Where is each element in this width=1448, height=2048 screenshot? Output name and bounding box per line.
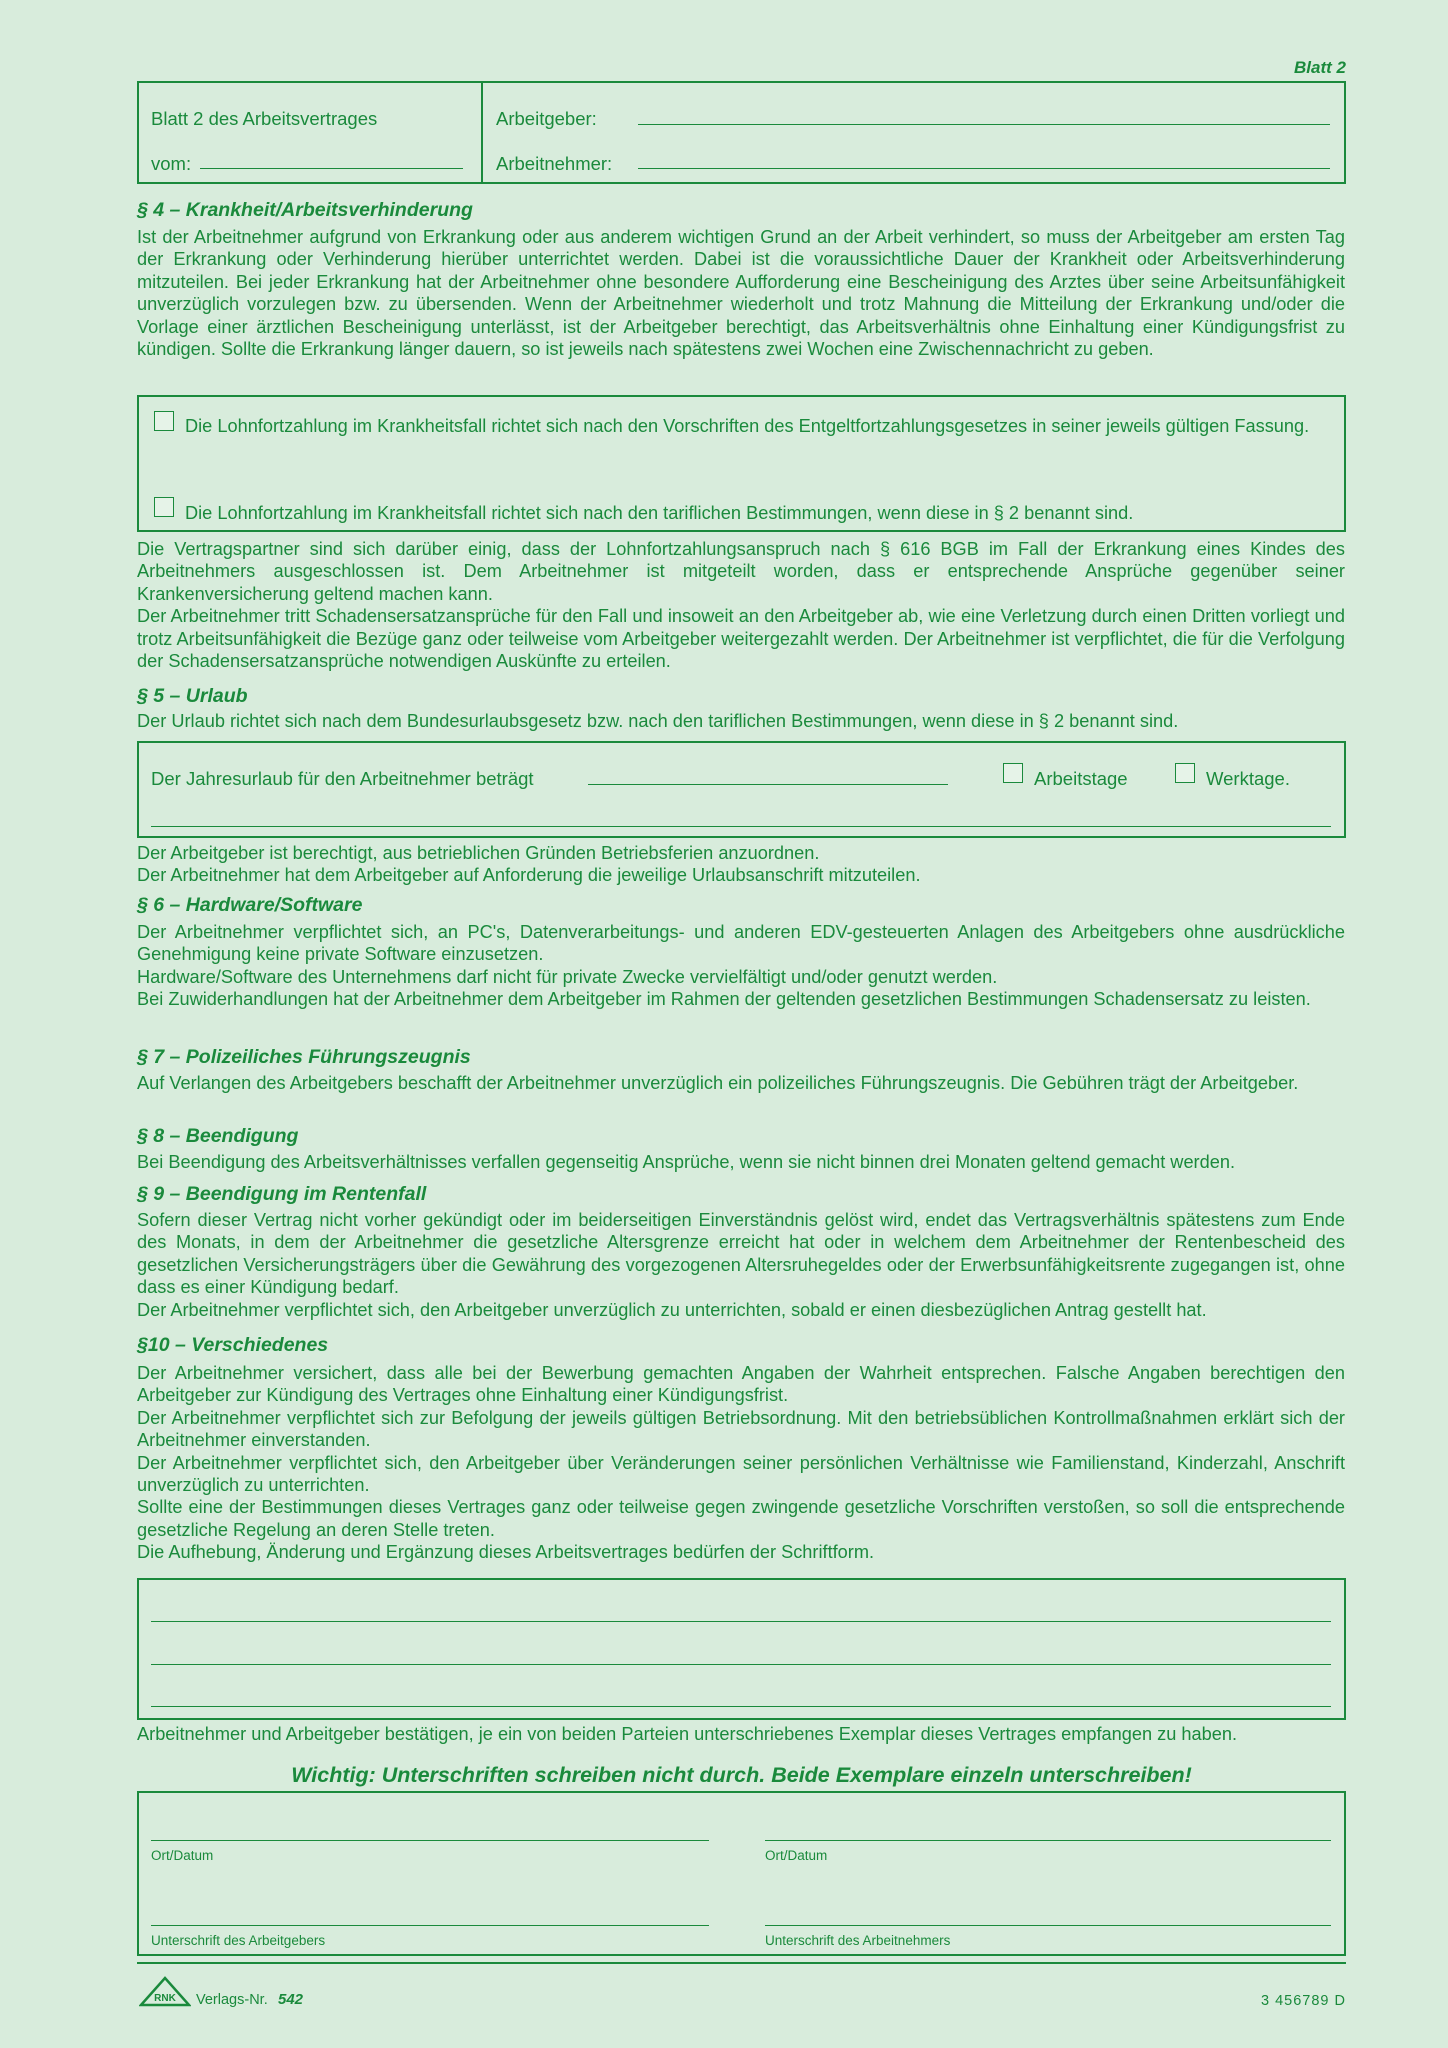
confirmation-text bbox=[137, 1723, 1345, 1745]
section-6-text bbox=[137, 921, 1345, 1011]
employee-signature-label: Unterschrift des Arbeitnehmers bbox=[765, 1933, 951, 1948]
section-8-title: § 8 – Beendigung bbox=[137, 1125, 299, 1147]
section-8-text bbox=[137, 1151, 1345, 1173]
section-5-paragraph-2: Der Arbeitgeber ist berechtigt, aus betrieblichen Gründen Betriebsferien anzuordnen. bbox=[137, 843, 820, 863]
publisher-number-label: Verlags-Nr. bbox=[196, 1992, 268, 2008]
place-date-right-field[interactable] bbox=[765, 1840, 1331, 1841]
confirmation-paragraph: Arbeitnehmer und Arbeitgeber bestätigen, je ein von beiden Parteien unterschriebenes Exemplar dieses Vertrages empfangen zu haben. bbox=[137, 1724, 1238, 1744]
additional-agreements-box bbox=[137, 1578, 1346, 1720]
section-4-text bbox=[137, 226, 1345, 360]
section-10-paragraph-3: Der Arbeitnehmer verpflichtet sich, den Arbeitgeber über Veränderungen seiner persönlichen Verhältnisse wie Familienstand, Kinderzahl, Anschrift unverzüglich zu unterrichten. bbox=[137, 1452, 1345, 1496]
sheet-label: Blatt 2 bbox=[1294, 58, 1346, 77]
section-6-paragraph: Der Arbeitnehmer verpflichtet sich, an PC's, Datenverarbeitungs- und anderen EDV-gesteuerten Anlagen des Arbeitgebers ohne ausdrückliche Genehmigung keine private Software einzusetzen. bbox=[137, 922, 1345, 965]
section-6-paragraph-3: Bei Zuwiderhandlungen hat der Arbeitnehmer dem Arbeitgeber im Rahmen der geltenden gesetzlichen Bestimmungen Schadensersatz zu leisten. bbox=[137, 989, 1311, 1010]
workdays-label: Arbeitstage bbox=[1034, 768, 1128, 789]
section-9-paragraph-2: Der Arbeitnehmer verpflichtet sich, den Arbeitgeber unverzüglich zu unterrichten, sobald er einen diesbezüglichen Antrag gestellt hat. bbox=[137, 1299, 1207, 1320]
employer-field[interactable] bbox=[638, 124, 1330, 125]
section-5-paragraph: Der Urlaub richtet sich nach dem Bundesurlaubsgesetz bzw. nach den tariflichen Bestimmungen, wenn diese in § 2 benannt sind. bbox=[137, 711, 1179, 731]
sick-pay-option-2-checkbox[interactable] bbox=[154, 497, 174, 517]
section-10-paragraph: Der Arbeitnehmer versichert, dass alle bei der Bewerbung gemachten Angaben der Wahrheit entsprechen. Falsche Angaben berechtigen den Arbeitgeber zur Kündigung des Vertrages ohne Einhaltung einer Kündigungsfrist. bbox=[137, 1363, 1345, 1406]
footer-divider bbox=[137, 1962, 1346, 1964]
weekdays-checkbox[interactable] bbox=[1175, 763, 1195, 783]
section-9-text bbox=[137, 1209, 1345, 1321]
section-4-paragraph: Ist der Arbeitnehmer aufgrund von Erkrankung oder aus anderem wichtigen Grund an der Arbeit verhindert, so muss der Arbeitgeber am ersten Tag der Erkrankung oder Verhinderung hierüber unterrichtet werden. Dabei ist die voraussichtliche Dauer der Krankheit oder Arbeitsverhinderung mitzuteilen. Bei jeder Erkrankung hat der Arbeitnehmer ohne besondere Aufforderung eine Bescheinigung des Arztes über seine Arbeitsunfähigkeit unverzüglich vorzulegen bzw. zu übersenden. Wenn der Arbeitnehmer wiederholt und trotz Mahnung die Mitteilung der Erkrankung und/oder die Vorlage einer ärztlichen Bescheinigung unterlässt, ist der Arbeitgeber berechtigt, das Arbeitsverhältnis ohne Einhaltung einer Kündigungsfrist zu kündigen. Sollte die Erkrankung länger dauern, so ist jeweils nach spätestens zwei Wochen eine Zwischennachricht zu geben. bbox=[137, 227, 1345, 360]
publisher-logo bbox=[139, 1975, 191, 2007]
section-10-text bbox=[137, 1362, 1345, 1564]
employee-signature-field[interactable] bbox=[765, 1925, 1331, 1926]
section-5-text-continued bbox=[137, 842, 1345, 887]
section-10-paragraph-4: Sollte eine der Bestimmungen dieses Vertrages ganz oder teilweise gegen zwingende gesetzliche Vorschriften verstoßen, so soll die entsprechende gesetzliche Regelung an deren Stelle treten. bbox=[137, 1497, 1345, 1540]
section-4-paragraph-2: Die Vertragspartner sind sich darüber einig, dass der Lohnfortzahlungsanspruch nach § 616 BGB im Fall der Erkrankung eines Kindes des Arbeitnehmers ausgeschlossen ist. Dem Arbeitnehmer ist mitgeteilt worden, dass er entsprechende Ansprüche gegenüber seiner Krankenversicherung geltend machen kann. bbox=[137, 539, 1345, 604]
weekdays-label: Werktage. bbox=[1206, 768, 1290, 789]
section-9-title: § 9 – Beendigung im Rentenfall bbox=[137, 1183, 427, 1205]
section-8-paragraph: Bei Beendigung des Arbeitsverhältnisses verfallen gegenseitig Ansprüche, wenn sie nicht binnen drei Monaten geltend gemacht werden. bbox=[137, 1152, 1236, 1172]
section-10-paragraph-2: Der Arbeitnehmer verpflichtet sich zur Befolgung der jeweils gültigen Betriebsordnung. Mit den betriebsüblichen Kontrollmaßnahmen erklärt sich der Arbeitnehmer einverstanden. bbox=[137, 1407, 1345, 1451]
date-label: vom: bbox=[151, 153, 192, 174]
publisher-logo-text: RNK bbox=[154, 1993, 176, 2004]
additional-agreements-line-2[interactable] bbox=[151, 1664, 1331, 1665]
section-9-paragraph: Sofern dieser Vertrag nicht vorher gekündigt oder im beiderseitigen Einverständnis gelöst wird, endet das Vertragsverhältnis spätestens zum Ende des Monats, in dem der Arbeitnehmer die gesetzliche Altersgrenze erreicht hat oder in welchem dem Arbeitnehmer der Rentenbescheid des gesetzlichen Versicherungsträgers über die Gewährung des vorgezogenen Altersruhegeldes oder der Erwerbsunfähigkeitsrente zugegangen ist, ohne dass es einer Kündigung bedarf. bbox=[137, 1210, 1345, 1298]
place-date-left-label: Ort/Datum bbox=[151, 1848, 214, 1863]
employee-field[interactable] bbox=[638, 168, 1330, 169]
section-10-paragraph-5: Die Aufhebung, Änderung und Ergänzung dieses Arbeitsvertrages bedürfen der Schriftform. bbox=[137, 1542, 875, 1563]
section-4-paragraph-3: Der Arbeitnehmer tritt Schadensersatzansprüche für den Fall und insoweit an den Arbeitgeber ab, wie eine Verletzung durch einen Dritten vorliegt und trotz Arbeitsunfähigkeit die Bezüge ganz oder teilweise vom Arbeitgeber weitergezahlt werden. Der Arbeitnehmer ist verpflichtet, die für die Verfolgung der Schadensersatzansprüche notwendigen Auskünfte zu erteilen. bbox=[137, 606, 1345, 672]
employer-signature-field[interactable] bbox=[151, 1925, 709, 1926]
section-5-paragraph-3: Der Arbeitnehmer hat dem Arbeitgeber auf Anforderung die jeweilige Urlaubsanschrift mitzuteilen. bbox=[137, 865, 921, 886]
signature-warning: Wichtig: Unterschriften schreiben nicht durch. Beide Exemplare einzeln unterschreiben! bbox=[291, 1763, 1192, 1787]
sick-pay-option-2-label: Die Lohnfortzahlung im Krankheitsfall richtet sich nach den tariflichen Bestimmungen, wenn diese in § 2 benannt sind. bbox=[185, 503, 1134, 523]
section-7-title: § 7 – Polizeiliches Führungszeugnis bbox=[137, 1046, 471, 1068]
place-date-right-label: Ort/Datum bbox=[765, 1848, 828, 1863]
employer-signature-label: Unterschrift des Arbeitgebers bbox=[151, 1933, 326, 1948]
product-code: 3 456789 D bbox=[1261, 1993, 1346, 2009]
section-6-title: § 6 – Hardware/Software bbox=[137, 894, 363, 916]
annual-leave-field[interactable] bbox=[588, 784, 948, 785]
section-5-text bbox=[137, 710, 1345, 732]
header-divider bbox=[481, 81, 483, 184]
section-4-text-continued bbox=[137, 538, 1345, 672]
section-4-title: § 4 – Krankheit/Arbeitsverhinderung bbox=[137, 199, 473, 221]
workdays-checkbox[interactable] bbox=[1003, 763, 1023, 783]
sheet-of-contract-label: Blatt 2 des Arbeitsvertrages bbox=[151, 108, 378, 129]
section-6-paragraph-2: Hardware/Software des Unternehmens darf nicht für private Zwecke vervielfältigt und/oder genutzt werden. bbox=[137, 966, 998, 987]
sick-pay-option-1-label: Die Lohnfortzahlung im Krankheitsfall richtet sich nach den Vorschriften des Entgeltfortzahlungsgesetzes in seiner jeweils gültigen Fassung. bbox=[185, 416, 1310, 436]
date-field[interactable] bbox=[200, 168, 463, 169]
place-date-left-field[interactable] bbox=[151, 1840, 709, 1841]
section-10-title: §10 – Verschiedenes bbox=[137, 1334, 329, 1356]
section-7-paragraph: Auf Verlangen des Arbeitgebers beschafft der Arbeitnehmer unverzüglich ein polizeiliches Führungszeugnis. Die Gebühren trägt der Arbeitgeber. bbox=[137, 1073, 1299, 1093]
additional-agreements-line-1[interactable] bbox=[151, 1621, 1331, 1622]
signature-box bbox=[137, 1791, 1346, 1956]
sick-pay-option-1-checkbox[interactable] bbox=[154, 411, 174, 431]
section-7-text bbox=[137, 1072, 1345, 1094]
annual-leave-label: Der Jahresurlaub für den Arbeitnehmer beträgt bbox=[151, 768, 534, 789]
publisher-number: 542 bbox=[278, 1991, 304, 2008]
additional-agreements-line-3[interactable] bbox=[151, 1706, 1331, 1707]
employee-label: Arbeitnehmer: bbox=[496, 153, 613, 174]
annual-leave-extra-line[interactable] bbox=[151, 826, 1331, 827]
employer-label: Arbeitgeber: bbox=[496, 108, 597, 129]
section-5-title: § 5 – Urlaub bbox=[137, 685, 248, 707]
